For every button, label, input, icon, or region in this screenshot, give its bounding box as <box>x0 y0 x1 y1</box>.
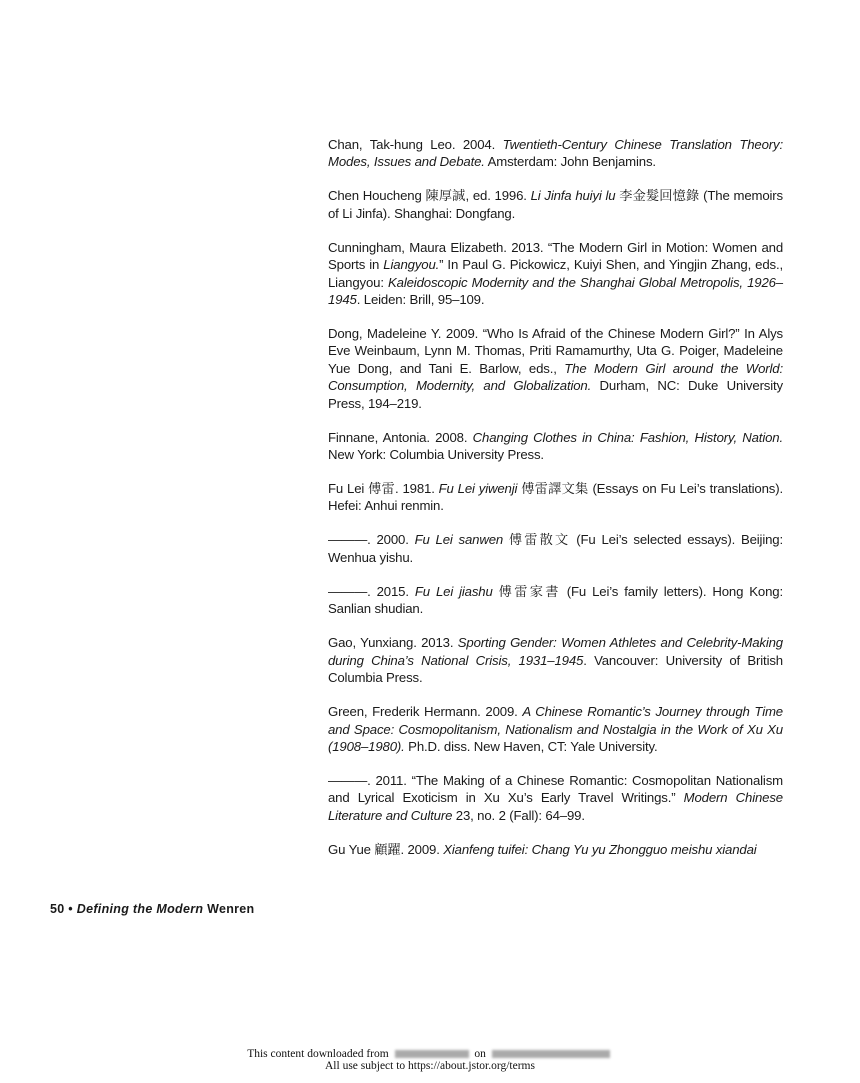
entry-text: Fu Lei 傅雷. 1981. <box>328 481 439 497</box>
bibliography-entry <box>328 429 783 464</box>
entry-text: New York: Columbia University Press. <box>328 447 544 463</box>
entry-text: 23, no. 2 (Fall): 64–99. <box>452 807 585 823</box>
entry-text: Chan, Tak-hung Leo. 2004. <box>328 137 503 152</box>
entry-text: Chen Houcheng 陳厚誠, ed. 1996. <box>328 188 531 204</box>
bibliography-list <box>328 136 783 875</box>
page-number: 50 <box>50 902 65 916</box>
running-footer <box>50 902 255 916</box>
entry-text: 傅雷散文 (Fu Lei’s selected essays). Beijing: Wenhua yishu. <box>328 532 783 565</box>
bibliography-entry <box>328 703 783 755</box>
entry-title: Changing Clothes in China: Fashion, History, Nation. <box>472 429 783 445</box>
bibliography-entry <box>328 634 783 686</box>
entry-text: 傅雷譯文集 (Essays on Fu Lei’s translations). Hefei: Anhui renmin. <box>328 481 784 514</box>
bibliography-entry <box>328 187 783 222</box>
entry-title: Fu Lei sanwen <box>414 532 504 548</box>
bibliography-entry <box>328 841 783 858</box>
entry-text: . Leiden: Brill, 95–109. <box>356 292 485 308</box>
entry-text: ———. 2011. “The Making of a Chinese Romantic: Cosmopolitan Nationalism and Lyrical Exoticism in Xu Xu’s Early Travel Writings.” <box>328 772 783 806</box>
entry-text: 傅雷家書 (Fu Lei’s family letters). Hong Kong: Sanlian shudian. <box>328 583 783 617</box>
bibliography-entry <box>328 531 783 566</box>
bibliography-entry <box>328 136 783 171</box>
entry-title: Twentieth-Century Chinese Translation Theory: Modes, Issues and Debate. <box>328 137 783 170</box>
entry-title: Xianfeng tuifei: Chang Yu yu Zhongguo meishu xiandai <box>443 841 757 857</box>
entry-text: Cunningham, Maura Elizabeth. 2013. “The Modern Girl in Motion: Women and Sports in <box>328 239 783 273</box>
entry-title: The Modern Girl around the World: Consumption, Modernity, and Globalization. <box>328 360 783 394</box>
entry-title: Kaleidoscopic Modernity and the Shanghai Global Metropolis, 1926–1945 <box>328 274 783 308</box>
entry-title: Fu Lei yiwenji <box>438 481 518 497</box>
entry-text: ———. 2015. <box>328 583 415 599</box>
entry-title: Fu Lei jiashu <box>414 583 493 599</box>
entry-text: 李金髮回憶錄 (The memoirs of Li Jinfa). Shanghai: Dongfang. <box>328 188 783 221</box>
entry-text: Green, Frederik Hermann. 2009. <box>328 704 523 720</box>
entry-text: Durham, NC: Duke University Press, 194–219. <box>328 378 783 411</box>
entry-text: Ph.D. diss. New Haven, CT: Yale University. <box>404 738 658 754</box>
entry-text: Dong, Madeleine Y. 2009. “Who Is Afraid of the Chinese Modern Girl?” In Alys Eve Weinbaum, Lynn M. Thomas, Priti Ramamurthy, Uta G. Poiger, Madeleine Yue Dong, and Tani E. Barlow, eds., <box>328 326 783 376</box>
entry-text: Gu Yue 顧躍. 2009. <box>328 841 444 857</box>
book-title-rest: Wenren <box>207 902 255 916</box>
entry-text: Gao, Yunxiang. 2013. <box>328 635 458 651</box>
entry-text: ” In Paul G. Pickowicz, Kuiyi Shen, and Yingjin Zhang, eds., Liangyou: <box>328 257 783 290</box>
bibliography-entry <box>328 325 783 412</box>
entry-title: A Chinese Romantic’s Journey through Time and Space: Cosmopolitanism, Nationalism and Nostalgia in the Work of Xu Xu (1908–1980). <box>328 704 783 754</box>
notice-on: on <box>474 1048 486 1060</box>
entry-title: Sporting Gender: Women Athletes and Celebrity-Making during China’s National Crisis, 1931–1945 <box>328 635 783 668</box>
entry-text: . Vancouver: University of British Columbia Press. <box>328 652 783 686</box>
entry-title: Li Jinfa huiyi lu <box>530 188 616 204</box>
bibliography-entry <box>328 583 783 618</box>
entry-title: Liangyou. <box>383 257 440 273</box>
bibliography-entry <box>328 239 783 309</box>
entry-text: Amsterdam: John Benjamins. <box>484 154 656 170</box>
entry-text: ———. 2000. <box>328 532 415 548</box>
notice-prefix: This content downloaded from <box>247 1048 389 1060</box>
book-title-italic: Defining the Modern <box>76 902 204 916</box>
redacted-ip <box>395 1050 469 1058</box>
bibliography-entry <box>328 772 783 824</box>
terms-line: All use subject to https://about.jstor.org/terms <box>325 1060 535 1072</box>
entry-text: Finnane, Antonia. 2008. <box>328 429 473 445</box>
entry-title: Modern Chinese Literature and Culture <box>328 790 783 823</box>
download-notice <box>0 1048 860 1072</box>
bibliography-entry <box>328 480 783 515</box>
bullet: • <box>68 902 73 916</box>
redacted-date <box>492 1050 610 1058</box>
